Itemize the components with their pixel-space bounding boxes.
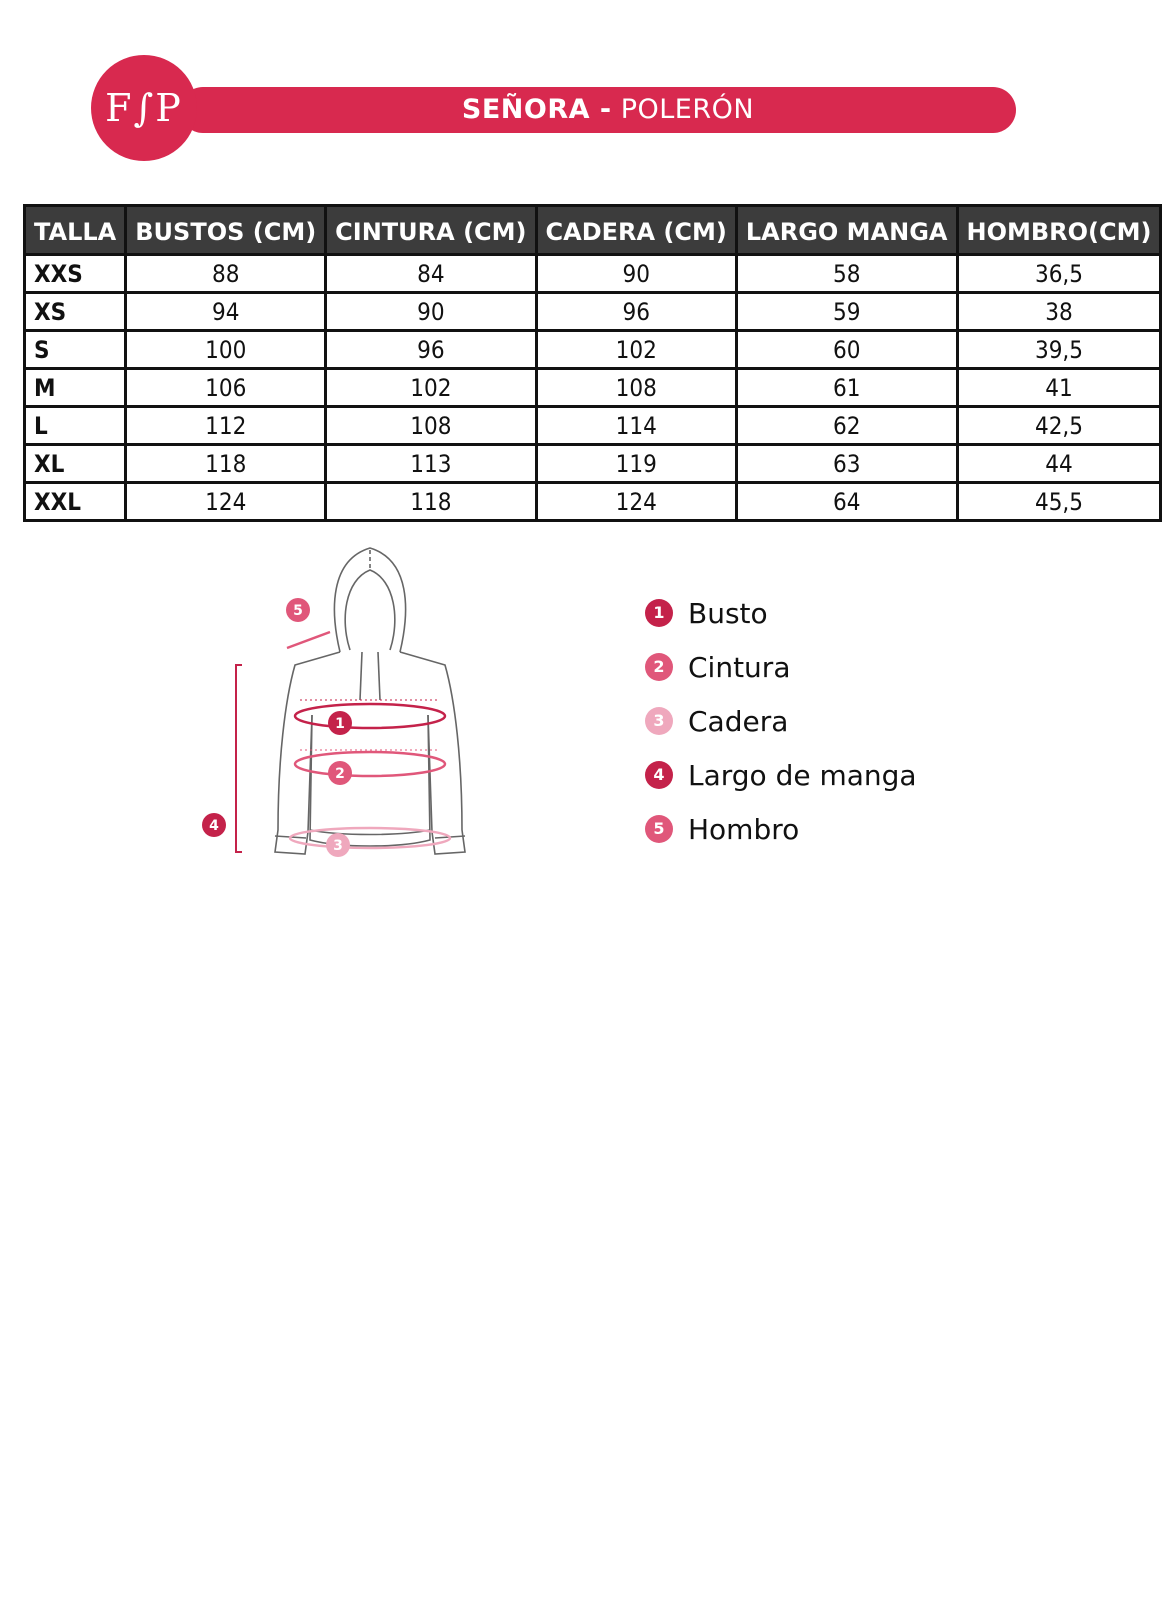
legend-number-badge: 3 xyxy=(645,707,673,735)
measurement-cell: 96 xyxy=(536,293,736,331)
measurement-cell: 59 xyxy=(736,293,957,331)
size-cell: XS xyxy=(25,293,126,331)
legend-label: Hombro xyxy=(688,812,800,846)
size-cell: L xyxy=(25,407,126,445)
size-cell: S xyxy=(25,331,126,369)
brand-logo: F∫P xyxy=(91,55,197,161)
measurement-cell: 88 xyxy=(126,255,326,293)
table-row xyxy=(25,255,1161,293)
measurement-cell: 106 xyxy=(126,369,326,407)
table-header-row xyxy=(25,206,1161,255)
legend-number-badge: 5 xyxy=(645,815,673,843)
measurement-cell: 84 xyxy=(326,255,536,293)
measurement-cell: 118 xyxy=(126,445,326,483)
measurement-cell: 102 xyxy=(536,331,736,369)
measurement-cell: 90 xyxy=(536,255,736,293)
legend-label: Largo de manga xyxy=(688,758,917,792)
measurement-cell: 38 xyxy=(957,293,1161,331)
hoodie-outline xyxy=(275,548,465,854)
marker-5-label: 5 xyxy=(293,603,303,619)
bust-measure-ellipse xyxy=(295,704,445,728)
marker-1-label: 1 xyxy=(335,716,345,732)
measurement-cell: 119 xyxy=(536,445,736,483)
title-light: POLERÓN xyxy=(620,94,755,125)
column-header: CINTURA (CM) xyxy=(326,206,536,255)
size-cell: XXL xyxy=(25,483,126,521)
legend-item-hombro xyxy=(645,802,917,856)
measurement-cell: 108 xyxy=(536,369,736,407)
measurement-cell: 60 xyxy=(736,331,957,369)
table-row xyxy=(25,293,1161,331)
size-table xyxy=(23,204,1162,522)
table-row xyxy=(25,331,1161,369)
measurement-cell: 113 xyxy=(326,445,536,483)
column-header: LARGO MANGA xyxy=(736,206,957,255)
table-row xyxy=(25,407,1161,445)
measurement-cell: 108 xyxy=(326,407,536,445)
legend-label: Busto xyxy=(688,596,768,630)
measurement-cell: 94 xyxy=(126,293,326,331)
measurement-cell: 100 xyxy=(126,331,326,369)
legend-label: Cintura xyxy=(688,650,791,684)
hoodie-measurement-diagram xyxy=(190,540,520,880)
measurement-cell: 41 xyxy=(957,369,1161,407)
measurement-cell: 63 xyxy=(736,445,957,483)
sleeve-length-bracket xyxy=(236,665,242,852)
measurement-cell: 118 xyxy=(326,483,536,521)
measurement-cell: 124 xyxy=(126,483,326,521)
measurement-cell: 114 xyxy=(536,407,736,445)
measurement-cell: 58 xyxy=(736,255,957,293)
size-cell: XL xyxy=(25,445,126,483)
column-header: BUSTOS (CM) xyxy=(126,206,326,255)
measurement-cell: 102 xyxy=(326,369,536,407)
size-cell: M xyxy=(25,369,126,407)
title-banner xyxy=(180,87,1016,133)
column-header: CADERA (CM) xyxy=(536,206,736,255)
measurement-cell: 61 xyxy=(736,369,957,407)
measurement-cell: 112 xyxy=(126,407,326,445)
legend-label: Cadera xyxy=(688,704,789,738)
title-bold: SEÑORA - xyxy=(461,94,612,125)
legend-item-largo-de-manga xyxy=(645,748,917,802)
measurement-cell: 39,5 xyxy=(957,331,1161,369)
column-header: TALLA xyxy=(25,206,126,255)
legend-item-cintura xyxy=(645,640,917,694)
measurement-legend xyxy=(645,586,917,856)
measurement-cell: 42,5 xyxy=(957,407,1161,445)
measurement-cell: 45,5 xyxy=(957,483,1161,521)
size-cell: XXS xyxy=(25,255,126,293)
measurement-cell: 96 xyxy=(326,331,536,369)
measurement-cell: 62 xyxy=(736,407,957,445)
table-body xyxy=(25,255,1161,521)
column-header: HOMBRO(CM) xyxy=(957,206,1161,255)
shoulder-measure-line xyxy=(287,632,330,648)
measurement-cell: 36,5 xyxy=(957,255,1161,293)
marker-4-label: 4 xyxy=(209,818,219,834)
legend-item-cadera xyxy=(645,694,917,748)
measurement-cell: 64 xyxy=(736,483,957,521)
waist-measure-ellipse xyxy=(295,752,445,776)
table-row xyxy=(25,445,1161,483)
table-row xyxy=(25,369,1161,407)
table-row xyxy=(25,483,1161,521)
measurement-cell: 44 xyxy=(957,445,1161,483)
marker-3-label: 3 xyxy=(333,838,343,854)
legend-number-badge: 1 xyxy=(645,599,673,627)
page-title xyxy=(180,87,1016,133)
measurement-cell: 90 xyxy=(326,293,536,331)
legend-number-badge: 4 xyxy=(645,761,673,789)
legend-number-badge: 2 xyxy=(645,653,673,681)
measurement-cell: 124 xyxy=(536,483,736,521)
marker-2-label: 2 xyxy=(335,766,345,782)
hip-measure-ellipse xyxy=(290,828,450,848)
legend-item-busto xyxy=(645,586,917,640)
